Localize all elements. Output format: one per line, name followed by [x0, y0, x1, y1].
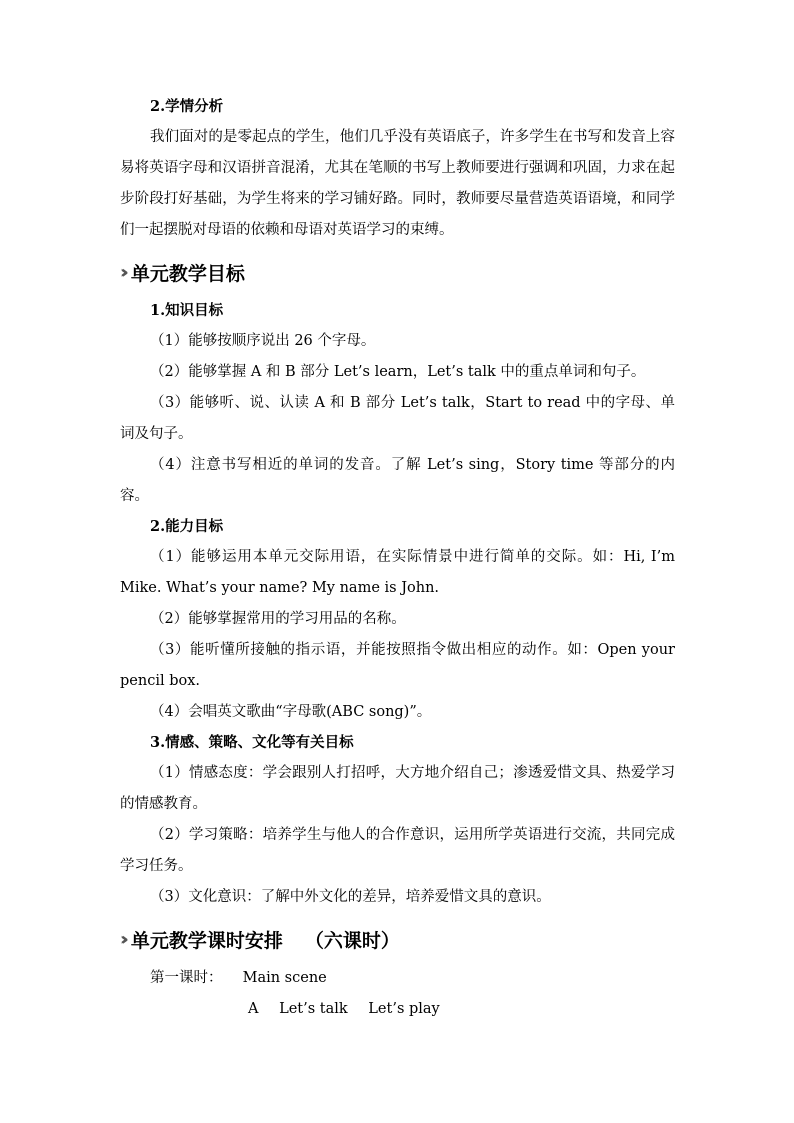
- ability-item-4: （4）会唱英文歌曲“字母歌(ABC song)”。: [150, 704, 432, 720]
- schedule-section-title: 单元教学课时安排: [130, 929, 283, 952]
- schedule-section-header: [120, 919, 675, 959]
- knowledge-heading: 1.知识目标: [150, 302, 224, 319]
- lesson-1-label: 第一课时：: [150, 970, 223, 986]
- lesson-1-talk: Let’s talk: [279, 1001, 348, 1017]
- emotion-item-1: （1）情感态度：学会跟别人打招呼，大方地介绍自己；渗透爱惜文具、热爱学习的情感教育。: [120, 765, 675, 812]
- emotion-heading: 3.情感、策略、文化等有关目标: [150, 734, 354, 751]
- analysis-heading: 2.学情分析: [150, 98, 224, 115]
- lesson-1-parts: [120, 994, 675, 1025]
- analysis-paragraph: 我们面对的是零起点的学生，他们几乎没有英语底子，许多学生在书写和发音上容易将英语字母和汉语拼音混淆，尤其在笔顺的书写上教师要进行强调和巩固，力求在起步阶段打好基础，为学生将来的学习铺好路。同时，教师要尽量营造英语语境，和同学们一起摆脱对母语的依赖和母语对英语学习的束缚。: [120, 129, 675, 238]
- goals-section-title: 单元教学目标: [130, 262, 245, 285]
- double-chevron-icon: ››: [120, 928, 123, 950]
- knowledge-item-3: （3）能够听、说、认读 A 和 B 部分 Let’s talk，Start to read 中的字母、单词及句子。: [120, 395, 675, 442]
- schedule-section-count: （六课时）: [304, 929, 400, 952]
- knowledge-item-4: （4）注意书写相近的单词的发音。了解 Let’s sing，Story time 等部分的内容。: [120, 457, 675, 504]
- lesson-1-play: Let’s play: [368, 1001, 440, 1017]
- lesson-1-part: A: [248, 1001, 259, 1017]
- ability-heading: 2.能力目标: [150, 518, 224, 535]
- lesson-1-value: Main scene: [242, 970, 327, 986]
- ability-item-2: （2）能够掌握常用的学习用品的名称。: [150, 611, 406, 627]
- goals-section-header: [120, 252, 675, 292]
- double-chevron-icon: ››: [120, 261, 123, 283]
- emotion-item-3: （3）文化意识：了解中外文化的差异，培养爱惜文具的意识。: [150, 889, 551, 905]
- ability-item-3: （3）能听懂所接触的指示语，并能按照指令做出相应的动作。如：Open your pencil box.: [120, 642, 675, 689]
- lesson-1-row: [120, 963, 675, 994]
- knowledge-item-1: （1）能够按顺序说出 26 个字母。: [150, 333, 376, 349]
- emotion-item-2: （2）学习策略：培养学生与他人的合作意识，运用所学英语进行交流，共同完成学习任务。: [120, 827, 675, 874]
- ability-item-1: （1）能够运用本单元交际用语，在实际情景中进行简单的交际。如：Hi, I’m Mike. What’s your name? My name is John.: [120, 549, 675, 596]
- knowledge-item-2: （2）能够掌握 A 和 B 部分 Let’s learn，Let’s talk 中的重点单词和句子。: [150, 364, 646, 380]
- document-content: [120, 92, 675, 1025]
